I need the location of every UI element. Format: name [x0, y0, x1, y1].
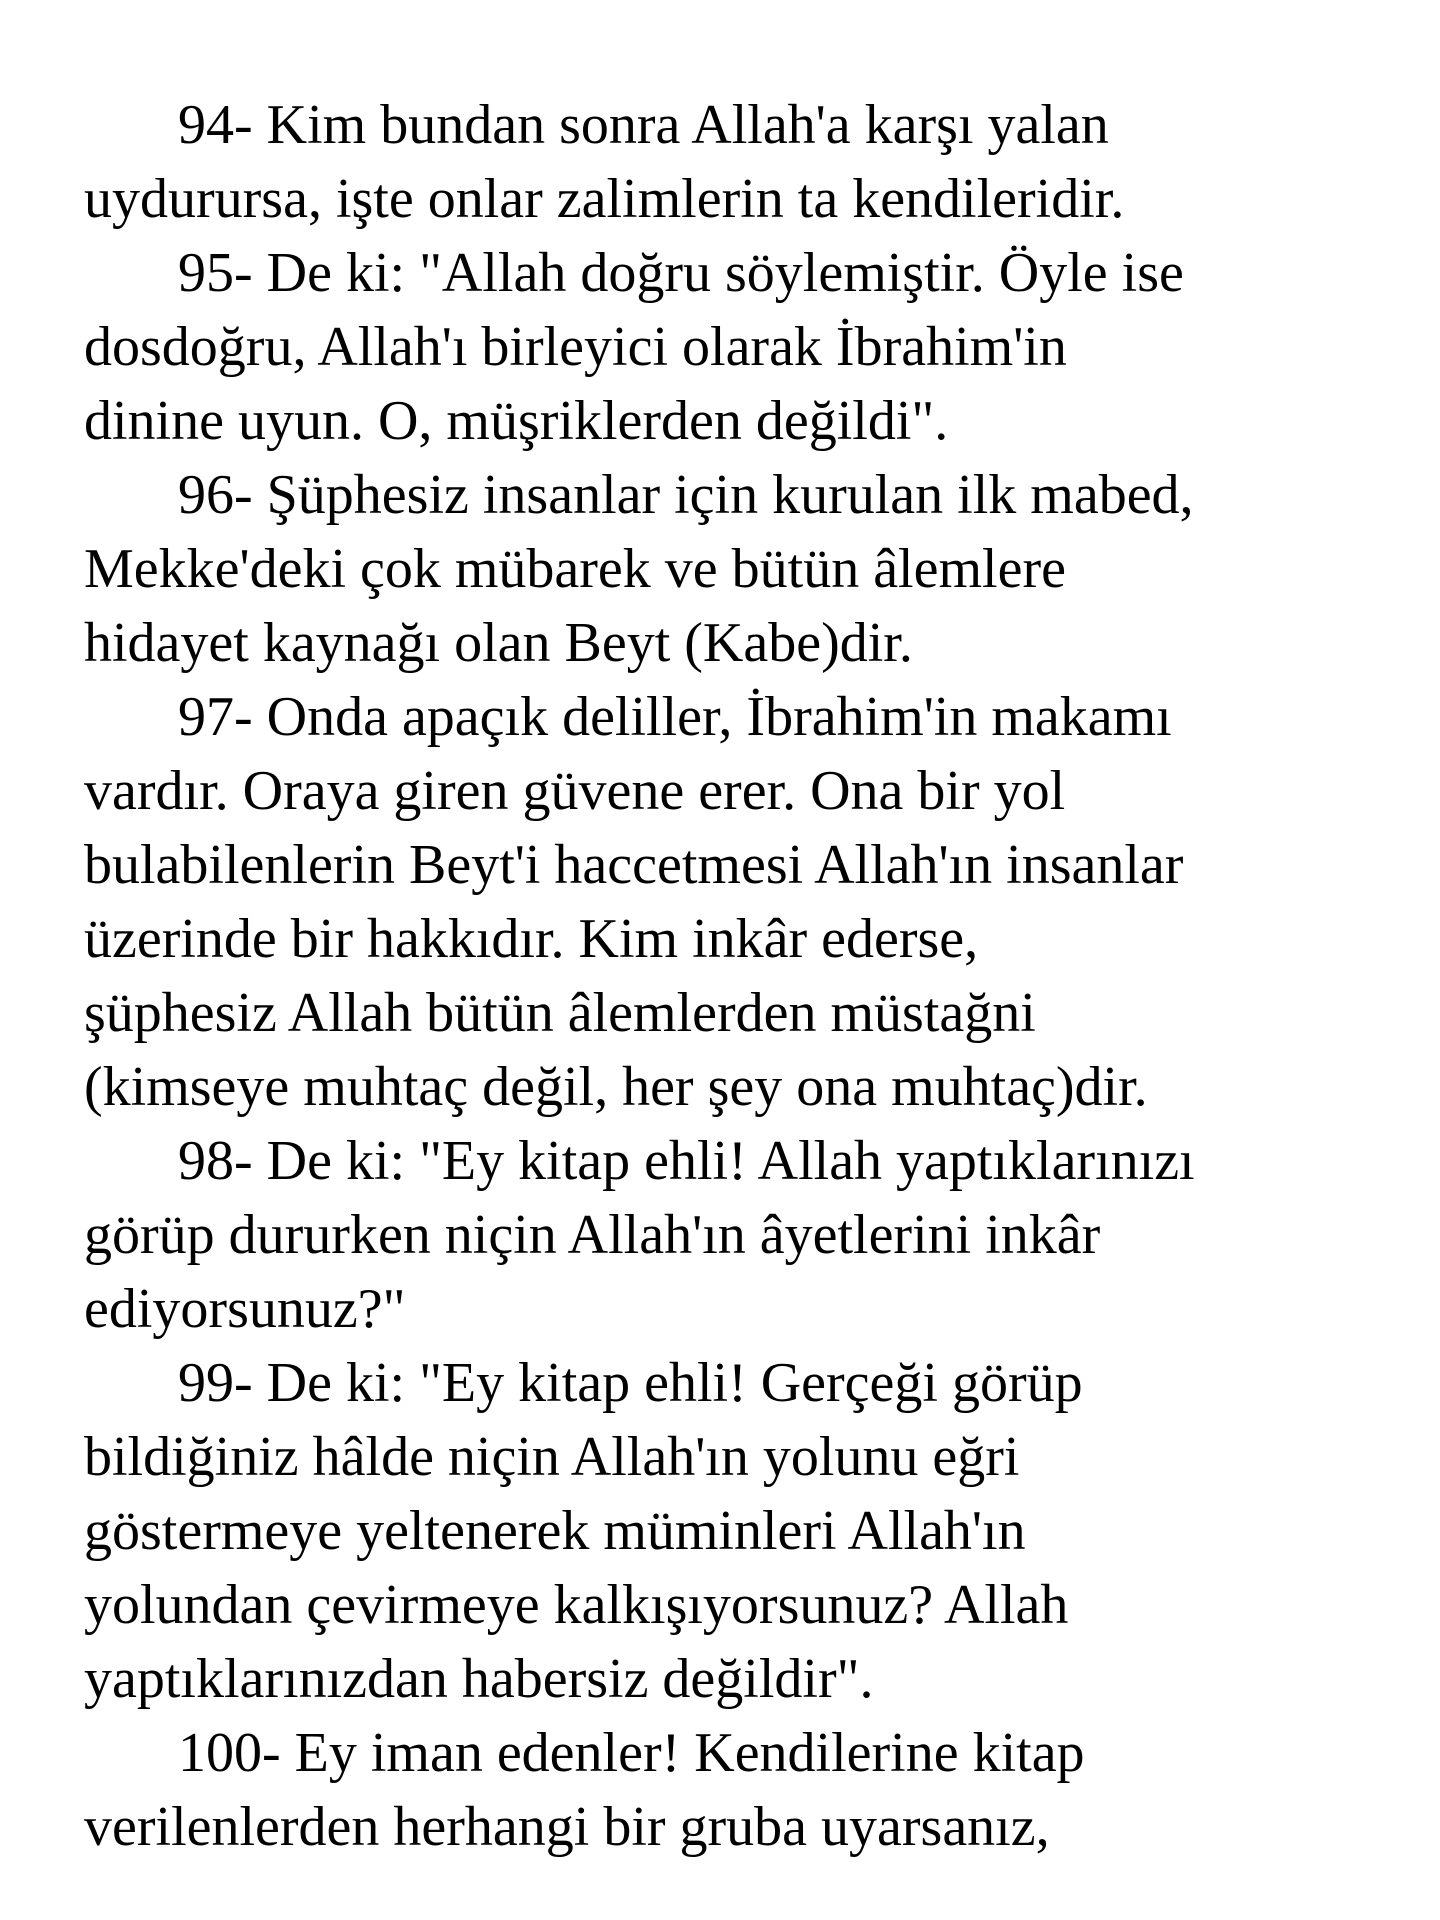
text-line: dosdoğru, Allah'ı birleyici olarak İbrahim'in — [84, 316, 1067, 378]
text-line: şüphesiz Allah bütün âlemlerden müstağni — [84, 982, 1036, 1044]
text-line: (kimseye muhtaç değil, her şey ona muhtaç)dir. — [84, 1056, 1148, 1118]
verse-96 — [84, 458, 1394, 680]
text-line: vardır. Oraya giren güvene erer. Ona bir yol — [84, 760, 1066, 822]
text-line: yaptıklarınızdan habersiz değildir". — [84, 1648, 874, 1710]
text-line: ediyorsunuz?" — [84, 1278, 406, 1340]
text-line: göstermeye yeltenerek müminleri Allah'ın — [84, 1500, 1026, 1562]
text-line: 95- De ki: "Allah doğru söylemiştir. Öyle ise — [178, 242, 1184, 304]
text-line: uydurursa, işte onlar zalimlerin ta kendileridir. — [84, 168, 1125, 230]
text-line: verilenlerden herhangi bir gruba uyarsanız, — [84, 1796, 1050, 1858]
text-line: bildiğiniz hâlde niçin Allah'ın yolunu eğri — [84, 1426, 1020, 1488]
text-line: dinine uyun. O, müşriklerden değildi". — [84, 390, 949, 452]
text-line: 96- Şüphesiz insanlar için kurulan ilk mabed, — [178, 464, 1194, 526]
document-page — [84, 88, 1394, 1864]
text-line: bulabilenlerin Beyt'i haccetmesi Allah'ın insanlar — [84, 834, 1184, 896]
text-line: hidayet kaynağı olan Beyt (Kabe)dir. — [84, 612, 913, 674]
verse-98 — [84, 1124, 1394, 1346]
verse-94 — [84, 88, 1394, 236]
verse-97 — [84, 680, 1394, 1124]
text-line: 94- Kim bundan sonra Allah'a karşı yalan — [178, 94, 1109, 156]
text-line: üzerinde bir hakkıdır. Kim inkâr ederse, — [84, 908, 979, 970]
verse-100 — [84, 1716, 1394, 1864]
text-line: Mekke'deki çok mübarek ve bütün âlemlere — [84, 538, 1066, 600]
text-line: 98- De ki: "Ey kitap ehli! Allah yaptıklarınızı — [178, 1130, 1195, 1192]
text-line: 100- Ey iman edenler! Kendilerine kitap — [178, 1722, 1085, 1784]
verse-99 — [84, 1346, 1394, 1716]
text-line: 99- De ki: "Ey kitap ehli! Gerçeği görüp — [178, 1352, 1083, 1414]
text-line: 97- Onda apaçık deliller, İbrahim'in makamı — [178, 686, 1172, 748]
text-line: görüp dururken niçin Allah'ın âyetlerini inkâr — [84, 1204, 1101, 1266]
verse-95 — [84, 236, 1394, 458]
text-line: yolundan çevirmeye kalkışıyorsunuz? Allah — [84, 1574, 1069, 1636]
